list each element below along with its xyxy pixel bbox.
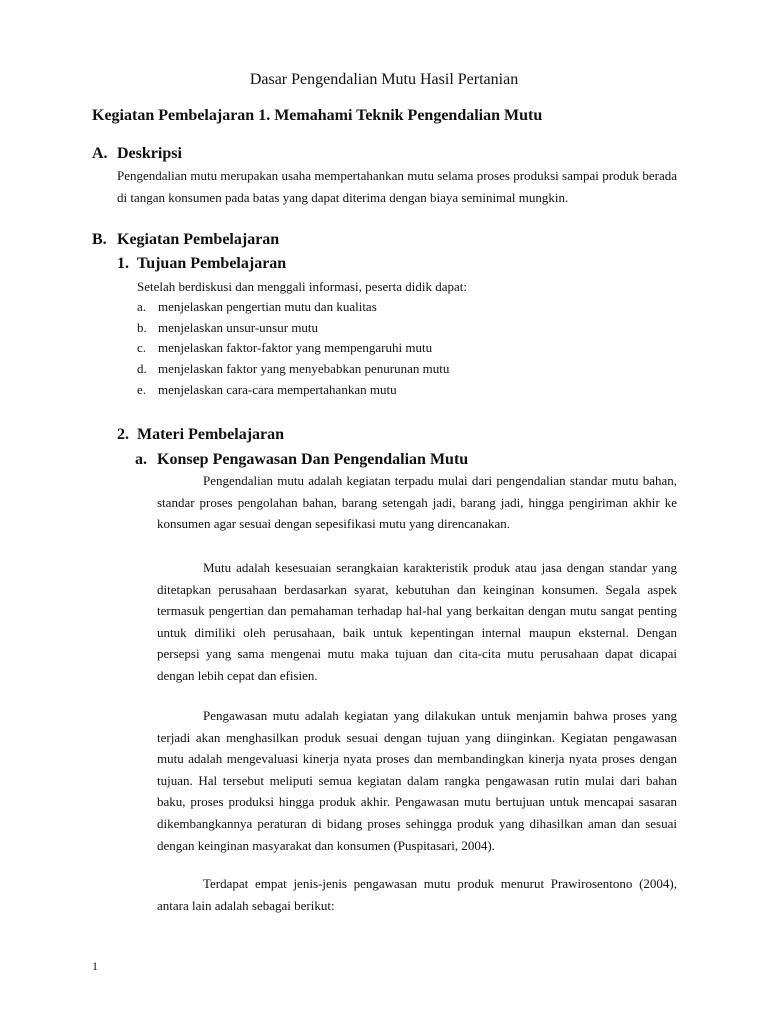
- paragraph-mutu: Mutu adalah kesesuaian serangkaian karakteristik produk atau jasa dengan standar yang ditetapkan perusahaan berdasarkan syarat, kebutuhan dan keinginan konsumen. Segala aspek termasuk pengertian dan pemahaman terhadap hal-hal yang berkaitan dengan mutu sangat penting untuk dimiliki oleh perusahaan, baik untuk kepentingan internal maupun eksternal. Dengan persepsi yang sama mengenai mutu maka tujuan dan cita-cita mutu perusahaan dapat dicapai dengan lebih cepat dan efisien.: [157, 560, 677, 683]
- subsection-2-marker: 2.: [117, 426, 129, 443]
- subsection-2-title: Materi Pembelajaran: [137, 426, 285, 443]
- objectives-intro: Setelah berdiskusi dan menggali informasi, peserta didik dapat:: [137, 279, 467, 294]
- list-item-text: menjelaskan faktor-faktor yang mempengaruhi mutu: [158, 340, 433, 356]
- subsection-1-title: Tujuan Pembelajaran: [137, 255, 287, 272]
- section-a-heading: [92, 144, 182, 164]
- list-item-marker: a.: [137, 299, 147, 314]
- paragraph-pengendalian-mutu: Pengendalian mutu adalah kegiatan terpadu mulai dari pengendalian standar mutu bahan, standar proses pengolahan bahan, barang setengah jadi, barang jadi, hingga pengiriman akhir ke konsumen agar sesuai dengan sepesifikasi mutu yang direncanakan.: [157, 473, 677, 532]
- page-number: 1: [92, 959, 98, 973]
- subsection-2a-heading: [135, 450, 468, 470]
- list-item: [137, 297, 449, 318]
- lesson-title: Kegiatan Pembelajaran 1. Memahami Teknik Pengendalian Mutu: [92, 107, 543, 124]
- list-item-marker: e.: [137, 381, 147, 397]
- objectives-list: [137, 297, 449, 400]
- section-a-title: Deskripsi: [117, 145, 182, 162]
- description-paragraph: Pengendalian mutu merupakan usaha mempertahankan mutu selama proses produksi sampai produk berada di tangan konsumen pada batas yang dapat diterima dengan biaya seminimal mungkin.: [117, 168, 677, 205]
- subsection-2a-title: Konsep Pengawasan Dan Pengendalian Mutu: [157, 451, 469, 468]
- list-item: [137, 359, 449, 380]
- list-item: [137, 318, 449, 339]
- subsection-2-heading: [117, 425, 284, 445]
- document-title: Dasar Pengendalian Mutu Hasil Pertanian: [249, 71, 519, 88]
- list-item-marker: c.: [137, 340, 147, 356]
- list-item-text: menjelaskan faktor yang menyebabkan penurunan mutu: [158, 361, 450, 377]
- subsection-1-heading: [117, 254, 286, 274]
- subsection-2a-marker: a.: [135, 451, 147, 468]
- section-b-marker: B.: [92, 231, 107, 248]
- subsection-1-marker: 1.: [117, 255, 129, 272]
- section-b-heading: [92, 230, 279, 250]
- list-item: [137, 338, 449, 359]
- paragraph-pengawasan-mutu: Pengawasan mutu adalah kegiatan yang dilakukan untuk menjamin bahwa proses yang terjadi akan menghasilkan produk sesuai dengan tujuan yang diinginkan. Kegiatan pengawasan mutu adalah mengevaluasi kinerja nyata proses dan membandingkan kinerja nyata proses dengan tujuan. Hal tersebut meliputi semua kegiatan dalam rangka pengawasan rutin mulai dari bahan baku, proses produksi hingga produk akhir. Pengawasan mutu bertujuan untuk mencapai sasaran dikembangkannya peraturan di bidang proses sehingga produk yang dihasilkan aman dan sesuai dengan keinginan masyarakat dan konsumen (Puspitasari, 2004).: [157, 708, 677, 853]
- section-b-title: Kegiatan Pembelajaran: [117, 231, 280, 248]
- list-item-text: menjelaskan unsur-unsur mutu: [158, 319, 319, 335]
- list-item-text: menjelaskan cara-cara mempertahankan mutu: [158, 381, 397, 397]
- list-item-text: menjelaskan pengertian mutu dan kualitas: [158, 299, 377, 314]
- list-item-marker: b.: [137, 319, 147, 335]
- section-a-marker: A.: [92, 145, 108, 162]
- list-item: [137, 380, 449, 401]
- list-item-marker: d.: [137, 361, 147, 377]
- paragraph-jenis-pengawasan: Terdapat empat jenis-jenis pengawasan mutu produk menurut Prawirosentono (2004), antara lain adalah sebagai berikut:: [157, 876, 677, 913]
